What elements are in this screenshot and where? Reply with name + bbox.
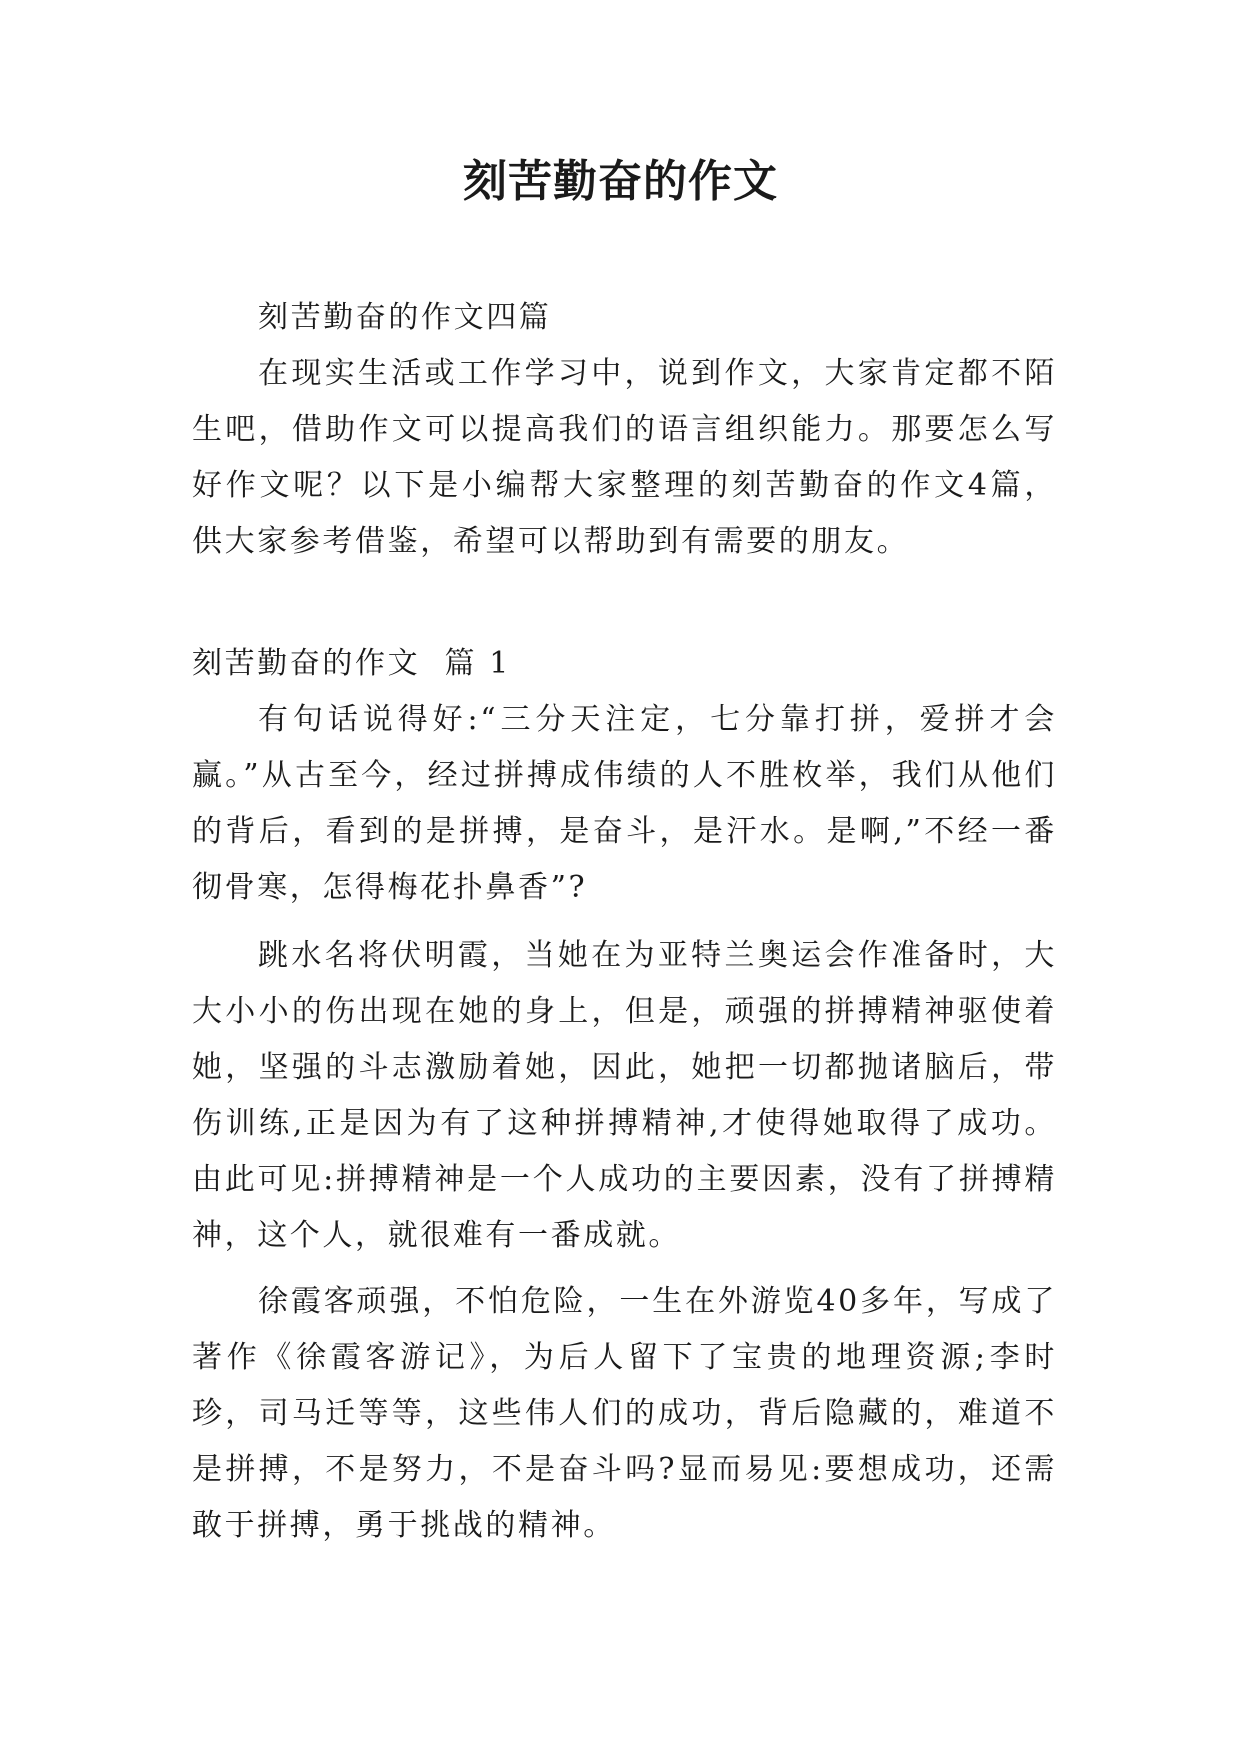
intro-paragraph: 在现实生活或工作学习中，说到作文，大家肯定都不陌生吧，借助作文可以提高我们的语言组织能力。那要怎么写好作文呢？以下是小编帮大家整理的刻苦勤奋的作文4篇，供大家参考借鉴，希望可以帮助到有需要的朋友。: [192, 356, 1057, 559]
section-heading: 刻苦勤奋的作文 篇 1: [192, 646, 511, 681]
document-subtitle: 刻苦勤奋的作文四篇: [258, 300, 552, 335]
paragraph-2: 跳水名将伏明霞，当她在为亚特兰奥运会作准备时，大大小小的伤出现在她的身上，但是，顽强的拼搏精神驱使着她，坚强的斗志激励着她，因此，她把一切都抛诸脑后，带伤训练,正是因为有了这种拼搏精神,才使得她取得了成功。由此可见:拼搏精神是一个人成功的主要因素，没有了拼搏精神，这个人，就很难有一番成就。: [192, 938, 1057, 1253]
document-title: 刻苦勤奋的作文: [463, 156, 778, 207]
paragraph-1: 有句话说得好:“三分天注定，七分靠打拼，爱拼才会赢。”从古至今，经过拼搏成伟绩的人不胜枚举，我们从他们的背后，看到的是拼搏，是奋斗，是汗水。是啊,”不经一番彻骨寒，怎得梅花扑鼻香”?: [192, 702, 1057, 905]
paragraph-3: 徐霞客顽强，不怕危险，一生在外游览40多年，写成了著作《徐霞客游记》，为后人留下了宝贵的地理资源;李时珍，司马迁等等，这些伟人们的成功，背后隐藏的，难道不是拼搏，不是努力，不是奋斗吗?显而易见:要想成功，还需敢于拼搏，勇于挑战的精神。: [192, 1284, 1057, 1543]
